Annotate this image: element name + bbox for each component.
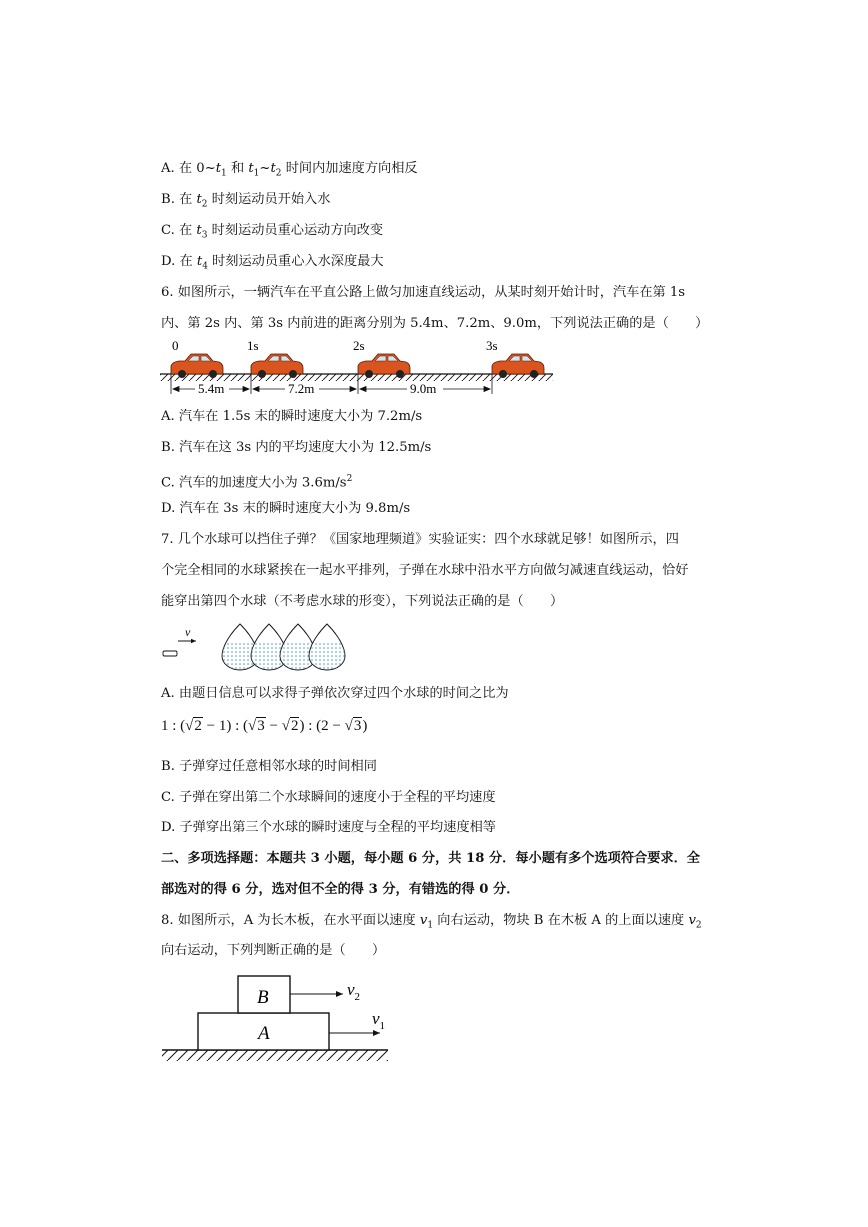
q7-option-c: C. 子弹在穿出第二个水球瞬间的速度小于全程的平均速度 — [161, 790, 496, 805]
q7-option-a: A. 由题日信息可以求得子弹依次穿过四个水球的时间之比为 — [161, 686, 509, 701]
section2-heading-line2: 部选对的得 6 分，选对但不全的得 3 分，有错选的得 0 分． — [161, 882, 520, 897]
q6-time-label-1: 1s — [247, 338, 259, 353]
q6-stem-line2: 内、第 2s 内、第 3s 内前进的距离分别为 5.4m、7.2m、9.0m，下列说法正确的是（ ） — [161, 316, 709, 331]
q6-car-3 — [492, 354, 544, 378]
q8-blocks-figure — [158, 970, 398, 1065]
q5-option-d: D. 在 $t_4$ 时刻运动员重心入水深度最大 — [161, 254, 384, 272]
q7-water-ball-figure — [158, 622, 358, 672]
q6-option-d: D. 汽车在 3s 末的瞬时速度大小为 9.8m/s — [161, 501, 411, 516]
q6-car-figure — [155, 338, 560, 398]
section2-heading-line1: 二、多项选择题：本题共 3 小题，每小题 6 分，共 18 分．每小题有多个选项符合要求．全 — [161, 851, 700, 866]
q6-option-c: C. 汽车的加速度大小为 $3.6m/s^2$ — [161, 474, 353, 491]
q5-option-a: A. 在 $0\sim t_1$ 和 $t_1\sim t_2$ 时间内加速度方向相反 — [161, 161, 418, 179]
q8-v2-label: $v_2$ — [347, 980, 361, 1003]
q8-block-a-label: A — [258, 1023, 270, 1044]
q6-option-a: A. 汽车在 1.5s 末的瞬时速度大小为 7.2m/s — [161, 409, 423, 424]
q6-stem-line1: 6. 如图所示，一辆汽车在平直公路上做匀加速直线运动，从某时刻开始计时，汽车在第 1s — [161, 285, 686, 300]
q8-stem-line2: 向右运动，下列判断正确的是（ ） — [161, 943, 386, 958]
q7-water-balls — [222, 624, 345, 670]
q6-distance-label-0: 5.4m — [198, 381, 225, 396]
q7-option-b: B. 子弹穿过任意相邻水球的时间相同 — [161, 759, 377, 774]
q8-block-b-label: B — [257, 987, 269, 1008]
q6-car-2 — [358, 354, 410, 378]
q6-option-b: B. 汽车在这 3s 内的平均速度大小为 12.5m/s — [161, 440, 432, 455]
q5-option-c: C. 在 $t_3$ 时刻运动员重心运动方向改变 — [161, 223, 384, 241]
q7-velocity-label: v — [185, 625, 191, 639]
q6-distance-label-1: 7.2m — [288, 381, 315, 396]
q6-time-label-3: 3s — [486, 338, 498, 353]
q6-distance-label-2: 9.0m — [410, 381, 437, 396]
q5-option-b: B. 在 $t_2$ 时刻运动员开始入水 — [161, 192, 331, 210]
q6-time-label-2: 2s — [353, 338, 365, 353]
q6-car-0 — [171, 354, 223, 378]
q7-stem-line2: 个完全相同的水球紧挨在一起水平排列，子弹在水球中沿水平方向做匀减速直线运动，恰好 — [161, 563, 689, 578]
q7-option-d: D. 子弹穿出第三个水球的瞬时速度与全程的平均速度相等 — [161, 820, 496, 835]
q8-stem-line1: 8. 如图所示，A 为长木板，在水平面以速度 $v_1$ 向右运动，物块 B 在木板 A 的上面以速度 $v_2$ — [161, 913, 702, 931]
q7-option-a-ratio: 1 : (√2 − 1) : (√3 − √2) : (2 − √3) — [161, 718, 368, 734]
q7-bullet — [163, 651, 177, 656]
q7-stem-line3: 能穿出第四个水球（不考虑水球的形变），下列说法正确的是（ ） — [161, 594, 564, 609]
q8-v1-label: $v_1$ — [372, 1009, 386, 1032]
q7-stem-line1: 7. 几个水球可以挡住子弹？《国家地理频道》实验证实：四个水球就足够！如图所示，四 — [161, 532, 679, 547]
q6-time-label-0: 0 — [172, 338, 179, 353]
q6-car-1 — [251, 354, 303, 378]
